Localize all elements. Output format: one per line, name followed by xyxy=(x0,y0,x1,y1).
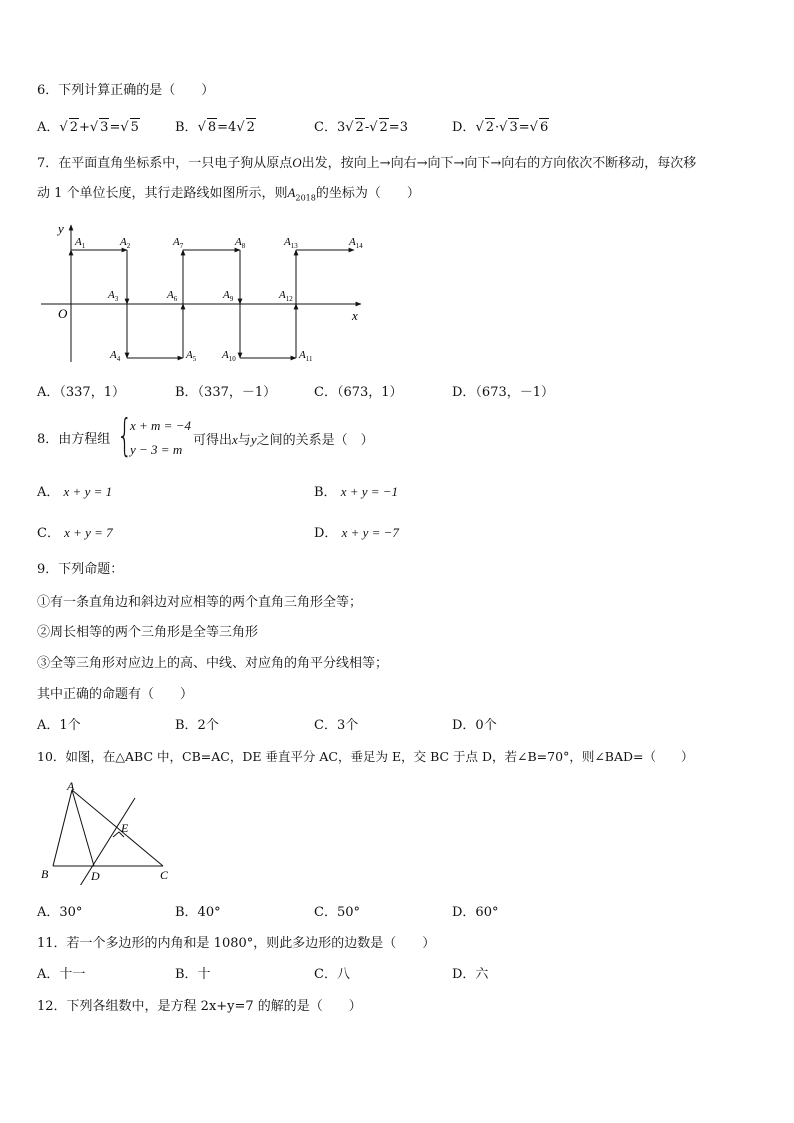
q8-eq1: x + m = −4 xyxy=(130,418,191,433)
q9-option-b: B．2个 xyxy=(175,718,219,733)
q10-label-b: B xyxy=(41,867,49,881)
q10-option-a: A．30° xyxy=(37,905,83,920)
q10-option-c: C．50° xyxy=(314,905,360,920)
q8-option-d: D． x + y = −7 xyxy=(314,525,399,541)
q9-item-2: ②周长相等的两个三角形是全等三角形 xyxy=(37,625,259,640)
q10-label-d: D xyxy=(91,869,100,883)
q8-stem-suffix: 可得出x与y之间的关系是（ ） xyxy=(193,432,374,448)
q7-label-a4: $A_4$ xyxy=(110,349,121,363)
q7-label-a7: $A_7$ xyxy=(173,236,184,250)
q7-option-d: D．（673，－1） xyxy=(452,385,555,400)
q11-option-a: A．十一 xyxy=(37,967,86,982)
q9-stem: 9．下列命题： xyxy=(37,562,124,577)
q9-question: 其中正确的命题有（ ） xyxy=(37,687,194,702)
q6-option-b: B．√ 8=4√ 2 xyxy=(175,120,255,135)
q7-stem-line2: 动 1 个单位长度，其行走路线如图所示，则$A_{2018}$的坐标为（ ） xyxy=(37,185,420,203)
q6-stem: 6．下列计算正确的是（ ） xyxy=(37,83,215,98)
q9-option-a: A．1个 xyxy=(37,718,81,733)
q7-option-a: A．（337，1） xyxy=(37,385,125,400)
q9-item-1: ①有一条直角边和斜边对应相等的两个直角三角形全等； xyxy=(37,595,363,610)
q7-label-a8: $A_8$ xyxy=(235,236,246,250)
q9-option-c: C．3个 xyxy=(314,718,359,733)
q6-option-d: D．√ 2·√ 3=√ 6 xyxy=(452,120,549,135)
q7-path-figure xyxy=(36,220,376,370)
q12-stem: 12．下列各组数中，是方程 2x+y=7 的解的是（ ） xyxy=(37,999,362,1014)
q11-stem: 11．若一个多边形的内角和是 1080°，则此多边形的边数是（ ） xyxy=(37,936,436,951)
q7-label-a12: $A_{12}$ xyxy=(279,289,293,303)
q10-label-a: A xyxy=(67,780,75,793)
q10-stem: 10．如图，在△ABC 中，CB=AC，DE 垂直平分 AC，垂足为 E，交 BC 于点 D，若∠B=70°，则∠BAD=（ ） xyxy=(37,749,694,764)
q8-eq2: y − 3 = m xyxy=(130,442,183,457)
q10-option-b: B．40° xyxy=(175,905,221,920)
q8-option-c: C． x + y = 7 xyxy=(37,525,113,541)
q7-option-c: C．（673，1） xyxy=(314,385,403,400)
q7-axis-y-label: y xyxy=(58,221,64,236)
q8-brace: { xyxy=(117,410,133,461)
q7-label-a2: $A_2$ xyxy=(120,236,131,250)
q7-label-a13: $A_{13}$ xyxy=(284,236,298,250)
q10-label-c: C xyxy=(160,868,169,882)
q6-option-c: C．3√ 2-√ 2=3 xyxy=(314,120,408,135)
q9-item-3: ③全等三角形对应边上的高、中线、对应角的角平分线相等； xyxy=(37,656,389,671)
q8-option-b: B． x + y = −1 xyxy=(314,484,399,500)
q11-option-c: C．八 xyxy=(314,967,350,982)
q11-option-d: D．六 xyxy=(452,967,489,982)
q6-option-a: A．√ 2+√ 3=√ 5 xyxy=(37,120,139,135)
q10-option-d: D．60° xyxy=(452,905,499,920)
q11-option-b: B．十 xyxy=(175,967,211,982)
q7-origin-label: O xyxy=(58,306,68,321)
q7-stem-line1: 7．在平面直角坐标系中，一只电子狗从原点O出发，按向上→向右→向下→向下→向右的方向依次不断移动，每次移 xyxy=(37,155,697,171)
q7-label-a6: $A_6$ xyxy=(167,289,178,303)
q7-label-a11: $A_{11}$ xyxy=(299,349,313,363)
q9-option-d: D．0个 xyxy=(452,718,497,733)
q7-axis-x-label: x xyxy=(352,308,358,323)
q7-label-a10: $A_{10}$ xyxy=(222,349,236,363)
q7-label-a9: $A_9$ xyxy=(223,289,234,303)
q7-label-a1: $A_1$ xyxy=(75,236,86,250)
q7-label-a14: $A_{14}$ xyxy=(349,236,363,250)
q10-triangle-figure xyxy=(36,780,186,885)
q8-option-a: A． x + y = 1 xyxy=(37,484,113,500)
q7-option-b: B．（337，－1） xyxy=(175,385,277,400)
q7-label-a3: $A_3$ xyxy=(108,289,119,303)
q7-label-a5: $A_5$ xyxy=(186,349,197,363)
q8-stem-prefix: 8．由方程组 xyxy=(37,432,111,447)
q10-label-e: E xyxy=(121,821,129,835)
